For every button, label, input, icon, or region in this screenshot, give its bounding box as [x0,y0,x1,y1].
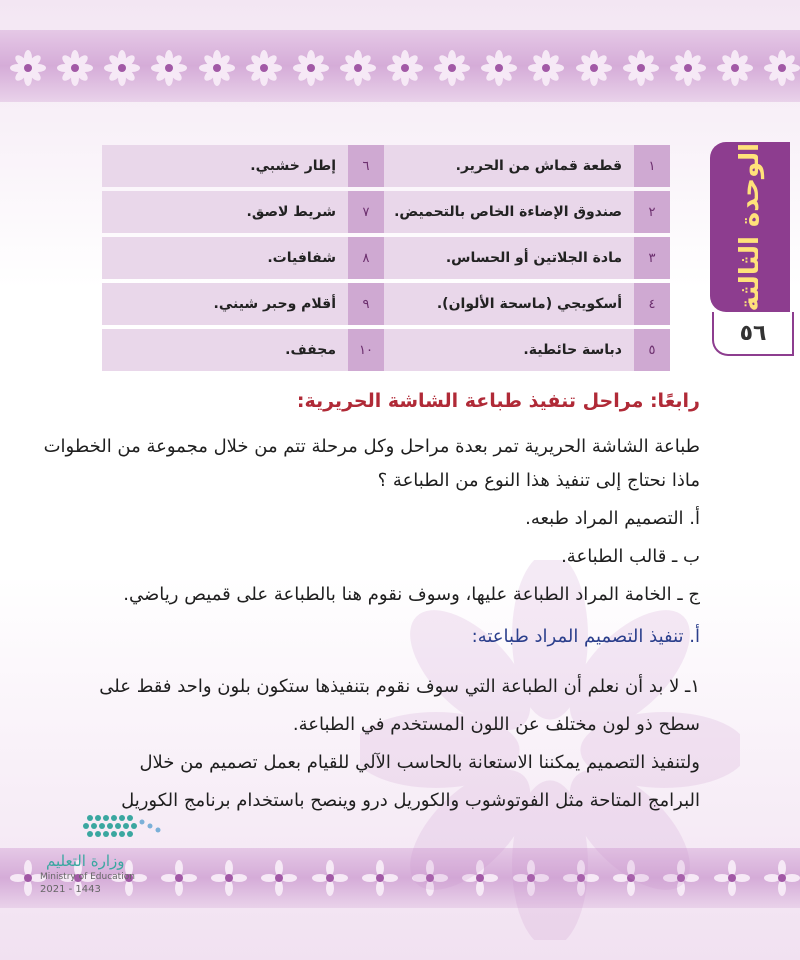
material-text: أسكويجي (ماسحة الألوان). [436,296,622,312]
edition-year: 2021 - 1443 [40,884,101,895]
material-number: ٧ [348,191,384,233]
flower-icon [764,860,800,896]
flower-icon [434,50,470,86]
ministry-name-arabic: وزارة التعليم [46,852,125,870]
unit-tab [710,142,790,312]
material-text: شريط لاصق. [246,204,336,220]
page-number: ٥٦ [712,312,794,356]
material-item [102,329,384,371]
material-item [384,329,670,371]
paragraph-line-2: البرامج المتاحة مثل الفوتوشوب والكوريل درو وينصح باستخدام برنامج الكوريل [121,790,700,811]
step-1-line-2: سطح ذو لون مختلف عن اللون المستخدم في الطباعة. [292,714,700,735]
subsection-heading: أ. تنفيذ التصميم المراد طباعته: [471,626,700,647]
flower-icon [717,50,753,86]
flower-icon [623,50,659,86]
material-item [102,283,384,325]
material-text: دباسة حائطية. [523,342,622,358]
ministry-dots-icon [40,812,180,852]
material-item [384,283,670,325]
material-text: صندوق الإضاءة الخاص بالتحميض. [394,204,622,220]
material-item [102,145,384,187]
flower-icon [670,50,706,86]
flower-icon [340,50,376,86]
material-number: ٤ [634,283,670,325]
material-item [384,191,670,233]
materials-table [98,145,670,371]
material-number: ٢ [634,191,670,233]
unit-label: الوحدة الثالثة [735,142,765,312]
material-number: ٣ [634,237,670,279]
background-flower-icon [360,560,740,940]
material-text: إطار خشبي. [250,158,336,174]
material-number: ٦ [348,145,384,187]
material-number: ٩ [348,283,384,325]
ministry-name-english: Ministry of Education [40,872,135,882]
flower-icon [764,50,800,86]
top-flower-row [10,50,800,86]
flower-icon [576,50,612,86]
flower-icon [57,50,93,86]
list-item-b: ب ـ قالب الطباعة. [561,546,700,567]
flower-icon [528,50,564,86]
ministry-logo [40,812,190,932]
flower-icon [104,50,140,86]
flower-icon [211,860,247,896]
list-item-c: ج ـ الخامة المراد الطباعة عليها، وسوف نقوم هنا بالطباعة على قميص رياضي. [123,584,700,605]
material-text: أقلام وحبر شيني. [213,296,336,312]
section-heading: رابعًا: مراحل تنفيذ طباعة الشاشة الحريرية: [296,390,700,412]
material-number: ١٠ [348,329,384,371]
step-1-line-1: ١ـ لا بد أن نعلم أن الطباعة التي سوف نقوم بتنفيذها ستكون بلون واحد فقط على [99,676,700,697]
intro-line-1: طباعة الشاشة الحريرية تمر بعدة مراحل وكل مرحلة تتم من خلال مجموعة من الخطوات [43,436,700,457]
material-number: ٥ [634,329,670,371]
material-item [384,237,670,279]
material-text: مادة الجلاتين أو الحساس. [445,250,622,266]
flower-icon [387,50,423,86]
list-item-a: أ. التصميم المراد طبعه. [525,508,700,529]
material-text: شفافيات. [267,250,336,266]
material-number: ٨ [348,237,384,279]
flower-icon [312,860,348,896]
flower-icon [261,860,297,896]
material-item [102,191,384,233]
flower-icon [151,50,187,86]
flower-icon [481,50,517,86]
flower-icon [246,50,282,86]
flower-icon [10,50,46,86]
material-item [384,145,670,187]
material-text: قطعة قماش من الحرير. [455,158,622,174]
paragraph-line-1: ولتنفيذ التصميم يمكننا الاستعانة بالحاسب الآلي للقيام بعمل تصميم من خلال [139,752,700,773]
flower-icon [293,50,329,86]
material-text: مجفف. [285,342,336,358]
flower-icon [199,50,235,86]
material-item [102,237,384,279]
intro-line-2: ماذا نحتاج إلى تنفيذ هذا النوع من الطباعة ؟ [377,470,700,491]
material-number: ١ [634,145,670,187]
